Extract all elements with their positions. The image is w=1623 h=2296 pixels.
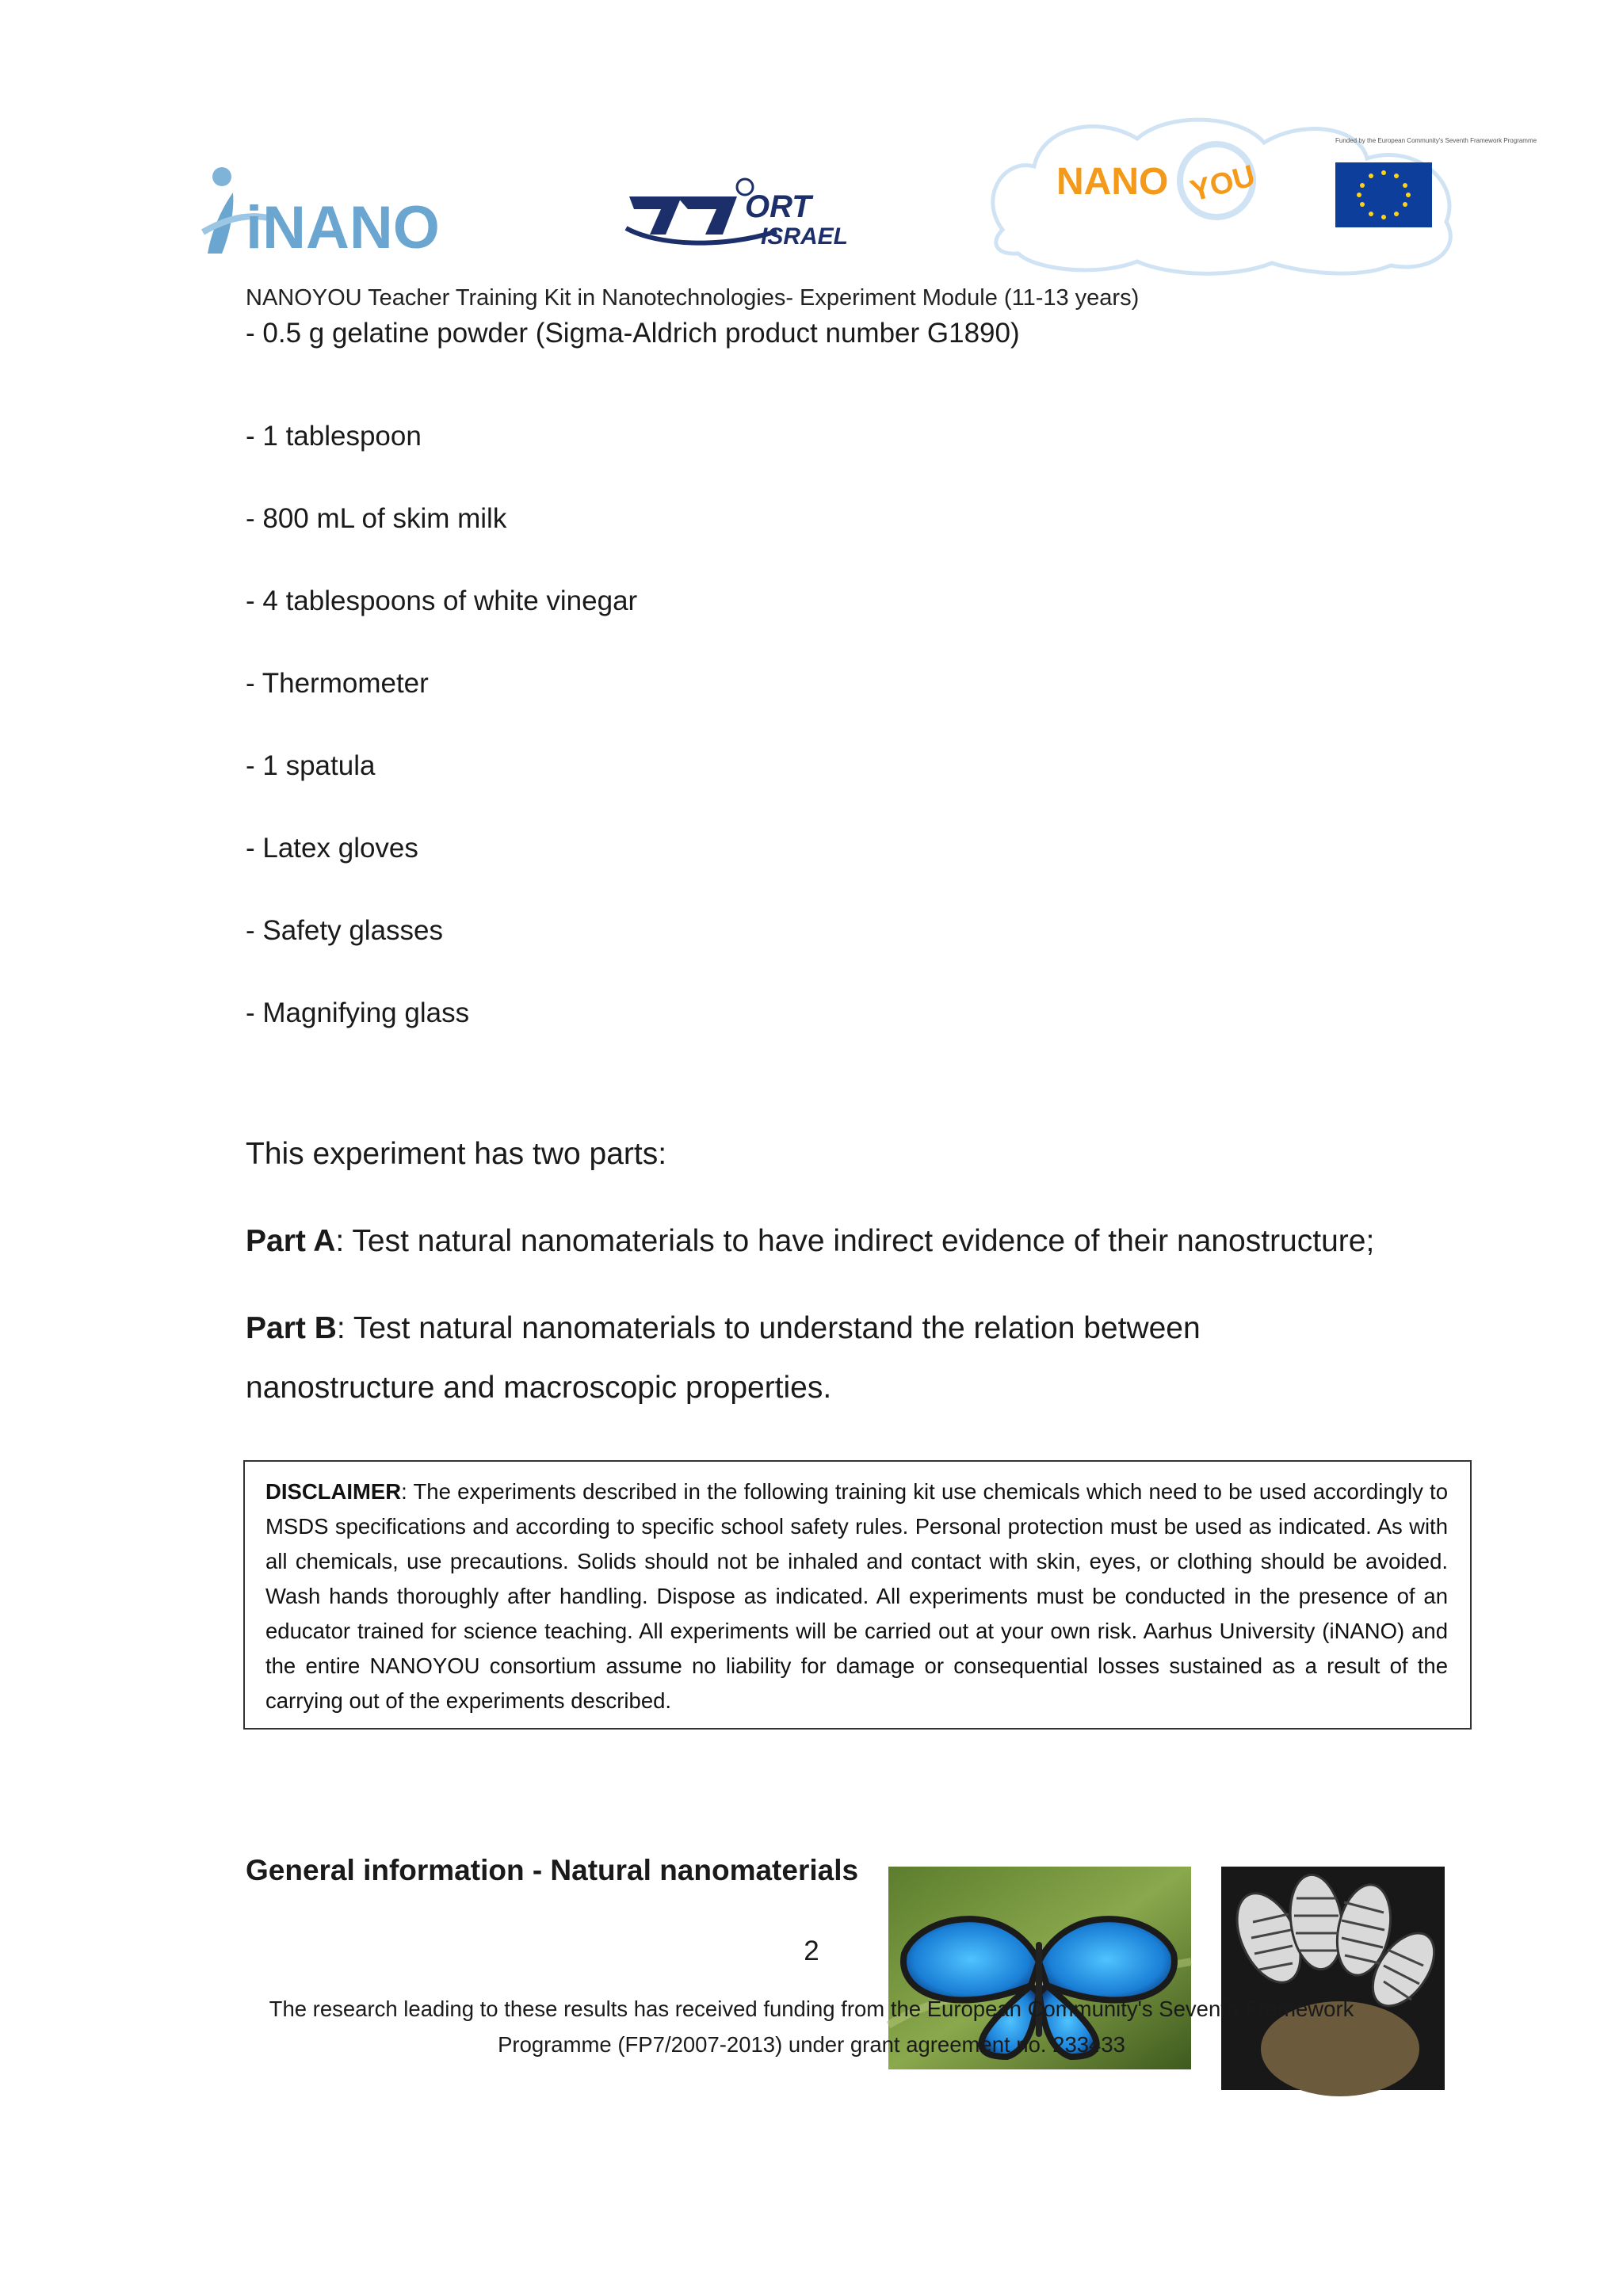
inano-logo xyxy=(198,154,452,273)
list-item: - Thermometer xyxy=(246,668,429,699)
page-number: 2 xyxy=(804,1936,819,1966)
materials-list xyxy=(246,313,1020,1055)
section-title: General information - Natural nanomaterials xyxy=(246,1854,859,1886)
israel-logo-text: ISRAEL xyxy=(761,223,849,250)
inano-logo-text: iNANO xyxy=(246,194,440,261)
ort-israel-logo xyxy=(626,173,864,252)
part-b-label: Part B xyxy=(246,1311,337,1345)
footer-funding-line1: The research leading to these results has received funding from the European Community's Seventh Framework xyxy=(269,1997,1354,2021)
part-a-label: Part A xyxy=(246,1224,336,1258)
list-item: - Safety glasses xyxy=(246,915,443,946)
footer-funding-line2: Programme (FP7/2007-2013) under grant agreement no. 233433 xyxy=(498,2032,1125,2057)
list-item: - 0.5 g gelatine powder (Sigma-Aldrich product number G1890) xyxy=(246,318,1020,349)
eu-caption: Funded by the European Community's Seventh Framework Programme xyxy=(1335,137,1537,144)
list-item: - 4 tablespoons of white vinegar xyxy=(246,585,638,616)
nano-logo-text: NANO xyxy=(1056,161,1169,203)
header-title: NANOYOU Teacher Training Kit in Nanotechnologies- Experiment Module (11-13 years) xyxy=(246,285,1140,311)
disclaimer-box xyxy=(243,1460,1472,1730)
ort-logo-text: ORT xyxy=(745,189,812,224)
part-b-continued: nanostructure and macroscopic properties. xyxy=(246,1371,832,1405)
intro-text: This experiment has two parts: xyxy=(246,1137,667,1171)
part-a-text: : Test natural nanomaterials to have indirect evidence of their nanostructure; xyxy=(335,1224,1375,1258)
part-b-text: : Test natural nanomaterials to understand the relation between xyxy=(336,1311,1201,1345)
list-item: - 1 tablespoon xyxy=(246,421,422,452)
part-b xyxy=(246,1311,1201,1346)
disclaimer-label: DISCLAIMER xyxy=(265,1479,402,1504)
list-item: - 800 mL of skim milk xyxy=(246,503,507,534)
nanoyou-eu-logo xyxy=(987,111,1537,277)
disclaimer-text: : The experiments described in the following training kit use chemicals which need to be used accordingly to MSDS specifications and according to specific school safety rules. Personal protection must be used as indicated. As with all chemicals, use precautions. Solids should not be inhaled and contact with skin, eyes, or clothing should be avoided. Wash hands thoroughly after handling. Dispose as indicated. All experiments must be conducted in the presence of an educator trained for science teaching. All experiments will be carried out at your own risk. Aarhus University (iNANO) and the entire NANOYOU consortium assume no liability for damage or consequential losses sustained as a result of the carrying out of the experiments described. xyxy=(265,1479,1448,1713)
list-item: - Magnifying glass xyxy=(246,997,470,1028)
part-a xyxy=(246,1224,1374,1259)
you-logo-text: YOU xyxy=(1186,159,1259,208)
list-item: - 1 spatula xyxy=(246,750,376,781)
list-item: - Latex gloves xyxy=(246,833,418,864)
